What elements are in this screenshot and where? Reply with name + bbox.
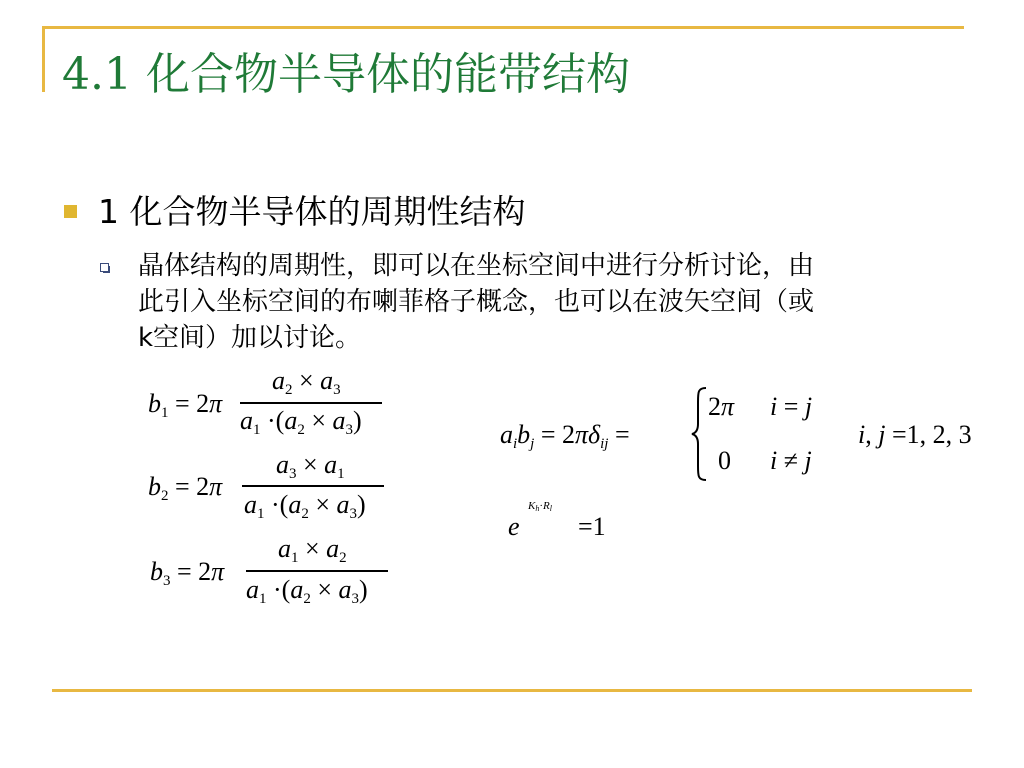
paragraph-line-3: k空间）加以讨论。: [138, 323, 362, 353]
slide-title: 4.1 化合物半导体的能带结构: [62, 49, 630, 100]
hollow-square-bullet-icon: [100, 263, 109, 272]
section-heading: 1 化合物半导体的周期性结构: [98, 192, 526, 231]
paragraph-line-1: 晶体结构的周期性，即可以在坐标空间中进行分析讨论，由: [138, 251, 815, 281]
frame-bottom-line: [52, 689, 972, 692]
left-brace-icon: [690, 386, 710, 482]
frame-left-line: [42, 26, 45, 92]
paragraph-line-2: 此引入坐标空间的布喇菲格子概念，也可以在波矢空间（或: [138, 287, 815, 317]
frame-top-line: [42, 26, 964, 29]
paragraph: [138, 248, 958, 356]
square-bullet-icon: [64, 205, 77, 218]
